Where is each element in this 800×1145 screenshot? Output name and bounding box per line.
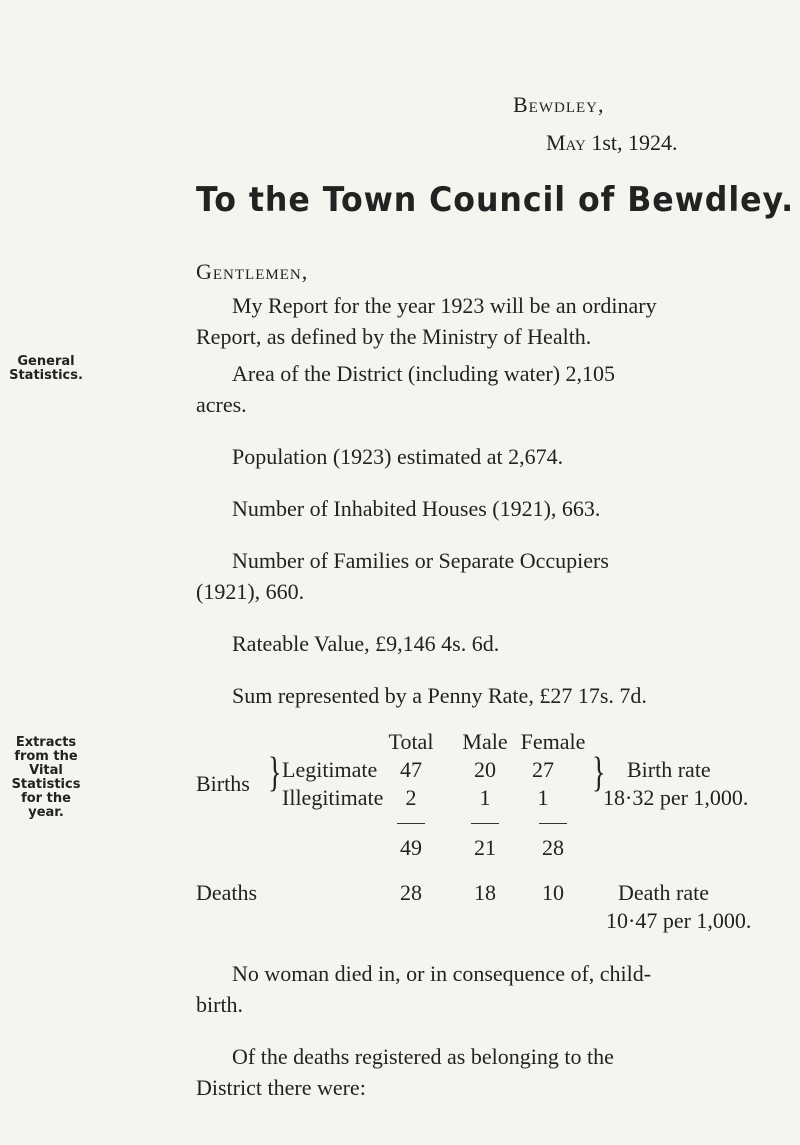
houses-line: Number of Inhabited Houses (1921), 663. <box>232 496 601 521</box>
intro-line-2: Report, as defined by the Ministry of Health. <box>196 324 592 349</box>
childbirth-line-2: birth. <box>196 992 244 1017</box>
births-sum-male: 21 <box>474 835 496 860</box>
families-line-2: (1921), 660. <box>196 579 305 604</box>
sum-rule-male <box>471 823 499 824</box>
births-sum-total: 49 <box>400 835 422 860</box>
header-place: Bewdley, <box>513 92 605 117</box>
header-date-rest: 1st, 1924. <box>591 130 678 155</box>
col-header-female: Female <box>520 729 586 754</box>
row-illegitimate-total: 2 <box>405 785 417 810</box>
area-line-2: acres. <box>196 392 247 417</box>
deaths-registered-line-2: District there were: <box>196 1075 366 1100</box>
sum-rule-female <box>539 823 567 824</box>
penny-rate-line: Sum represented by a Penny Rate, £27 17s. 7d. <box>232 683 647 708</box>
col-header-male: Male <box>462 729 508 754</box>
deaths-total: 28 <box>400 880 422 905</box>
row-legitimate-total: 47 <box>400 757 422 782</box>
page-title: To the Town Council of Bewdley. <box>196 180 795 220</box>
families-line-1: Number of Families or Separate Occupiers <box>232 548 609 573</box>
intro-line-1: My Report for the year 1923 will be an ordinary <box>232 293 657 318</box>
margin-note-vital: Extracts from the Vital Statistics for the year. <box>11 735 81 820</box>
births-brace-left: } <box>268 750 282 797</box>
header-date <box>546 130 678 156</box>
area-line-1: Area of the District (including water) 2,105 <box>232 361 616 386</box>
death-rate-label: Death rate <box>618 880 709 905</box>
row-illegitimate-label: Illegitimate <box>282 785 384 810</box>
row-legitimate-label: Legitimate <box>282 757 378 782</box>
death-rate-value: 10·47 per 1,000. <box>606 908 752 933</box>
births-label: Births <box>196 771 250 796</box>
deaths-registered-line-1: Of the deaths registered as belonging to the <box>232 1044 614 1069</box>
births-sum-female: 28 <box>542 835 564 860</box>
row-illegitimate-male: 1 <box>479 785 491 810</box>
row-legitimate-female: 27 <box>532 757 554 782</box>
row-illegitimate-female: 1 <box>537 785 549 810</box>
birth-rate-value: 18·32 per 1,000. <box>603 785 749 810</box>
birth-rate-label: Birth rate <box>627 757 711 782</box>
sum-rule-total <box>397 823 425 824</box>
rateable-value-line: Rateable Value, £9,146 4s. 6d. <box>232 631 500 656</box>
population-line: Population (1923) estimated at 2,674. <box>232 444 564 469</box>
margin-note-general: General Statistics. <box>9 354 83 383</box>
deaths-label: Deaths <box>196 880 258 905</box>
childbirth-line-1: No woman died in, or in consequence of, child- <box>232 961 652 986</box>
births-brace-right: } <box>592 750 606 797</box>
col-header-total: Total <box>388 729 434 754</box>
salutation: Gentlemen, <box>196 259 309 284</box>
row-legitimate-male: 20 <box>474 757 496 782</box>
deaths-female: 10 <box>542 880 564 905</box>
deaths-male: 18 <box>474 880 496 905</box>
header-date-month: May <box>546 130 586 155</box>
